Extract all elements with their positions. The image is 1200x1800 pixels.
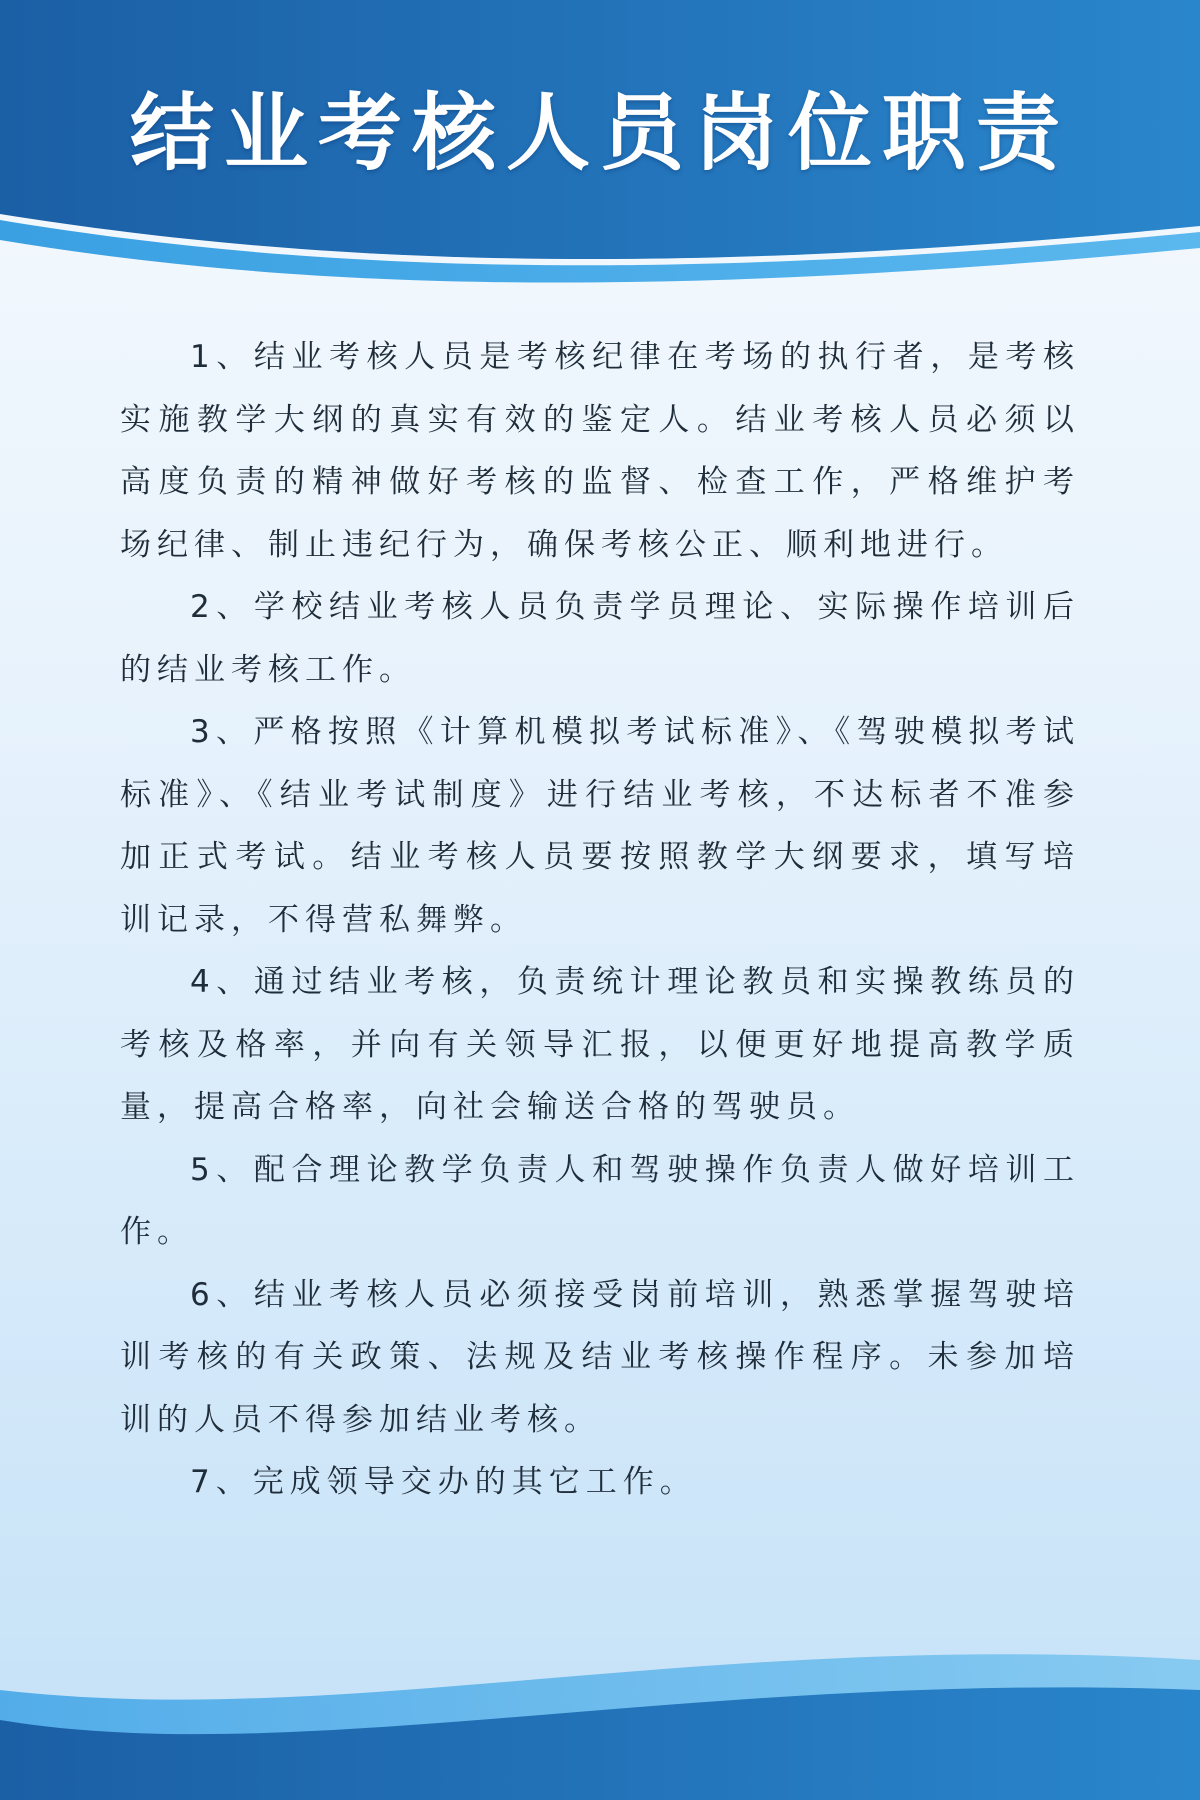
- duties-list: [120, 326, 1080, 1514]
- duty-paragraph-3: 3、严格按照《计算机模拟考试标准》、《驾驶模拟考试标准》、《结业考试制度》进行结业考核，不达标者不准参加正式考试。结业考核人员要按照教学大纲要求，填写培训记录，不得营私舞弊。: [120, 714, 1080, 938]
- duty-paragraph-7: 7、完成领导交办的其它工作。: [190, 1464, 697, 1500]
- duty-paragraph-1: 1、结业考核人员是考核纪律在考场的执行者，是考核实施教学大纲的真实有效的鉴定人。结业考核人员必须以高度负责的精神做好考核的监督、检查工作，严格维护考场纪律、制止违纪行为，确保考核公正、顺利地进行。: [120, 339, 1080, 563]
- duty-paragraph-4: 4、通过结业考核，负责统计理论教员和实操教练员的考核及格率，并向有关领导汇报，以便更好地提高教学质量，提高合格率，向社会输送合格的驾驶员。: [120, 964, 1080, 1125]
- footer-banner: [0, 1570, 1200, 1800]
- duty-paragraph-2: 2、学校结业考核人员负责学员理论、实际操作培训后的结业考核工作。: [120, 589, 1080, 688]
- page-title: 结业考核人员岗位职责: [129, 84, 1070, 182]
- duty-paragraph-6: 6、结业考核人员必须接受岗前培训，熟悉掌握驾驶培训考核的有关政策、法规及结业考核操作程序。未参加培训的人员不得参加结业考核。: [120, 1276, 1080, 1438]
- duty-paragraph-5: 5、配合理论教学负责人和驾驶操作负责人做好培训工作。: [120, 1151, 1080, 1250]
